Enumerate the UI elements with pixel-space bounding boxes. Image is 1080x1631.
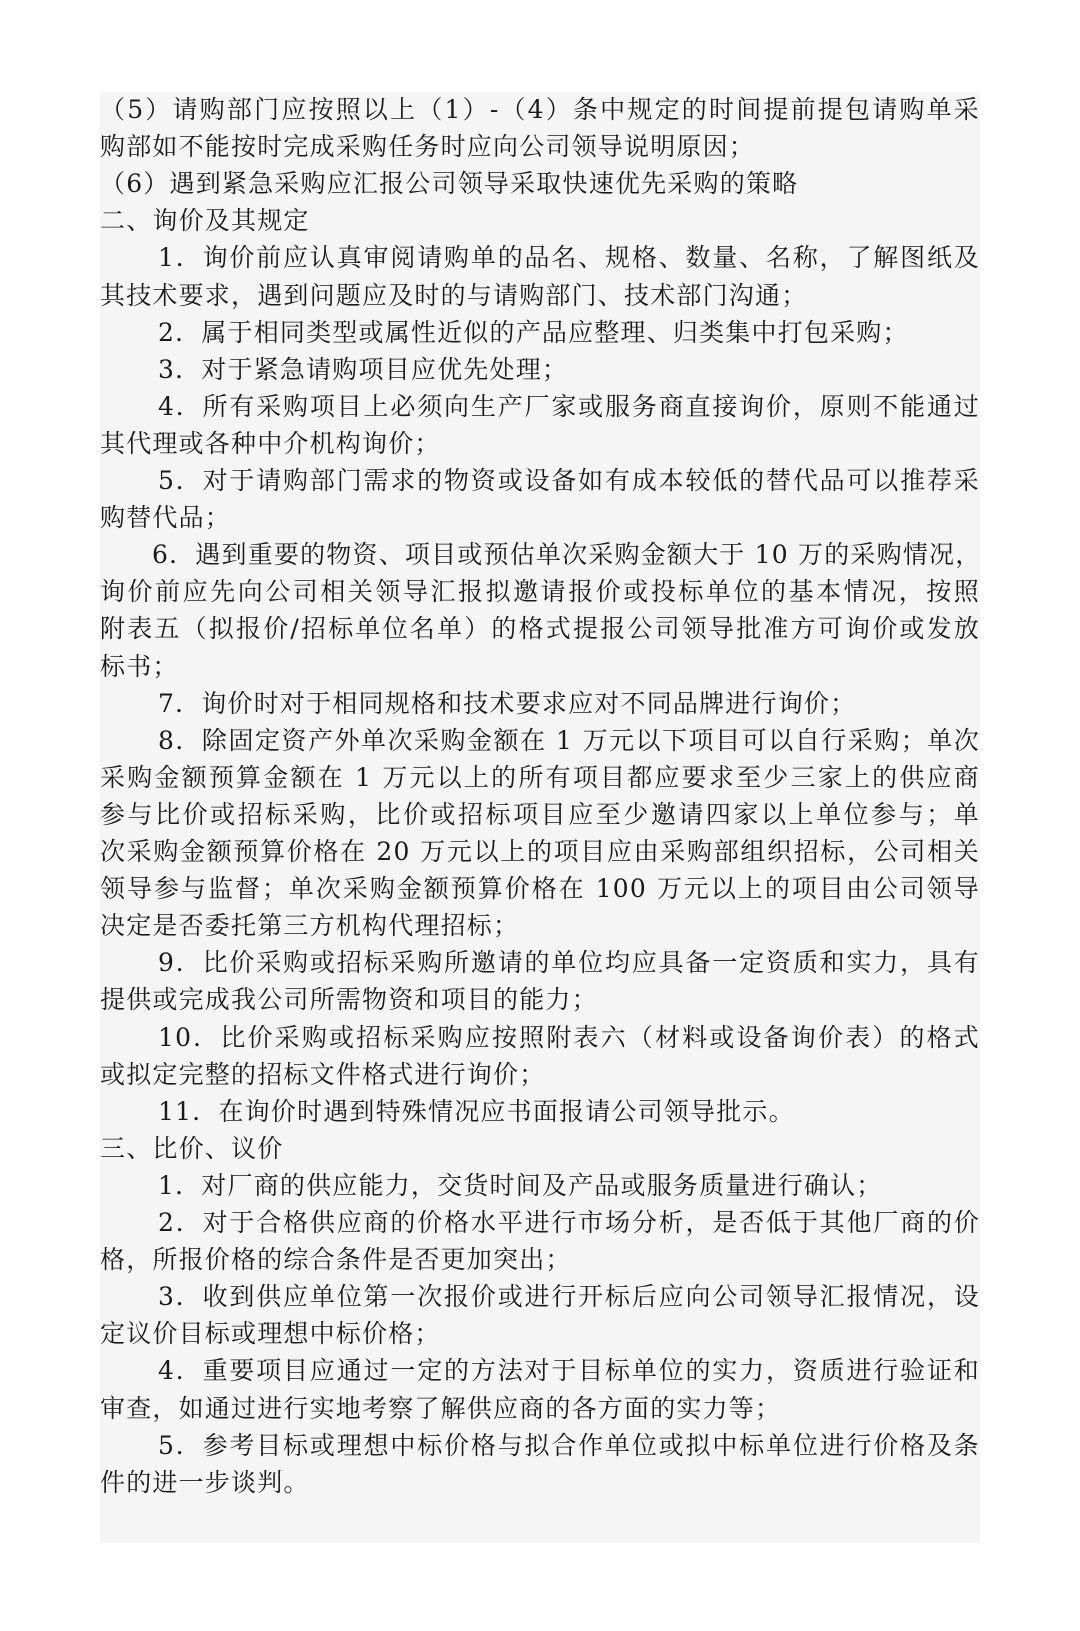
document-line-19: 采购金额预算金额在 1 万元以上的所有项目都应要求至少三家上的供应商 — [100, 762, 980, 792]
document-line-23: 决定是否委托第三方机构代理招标； — [100, 911, 520, 941]
document-line-12: 购替代品； — [100, 503, 232, 533]
document-line-29: 三、比价、议价 — [100, 1133, 284, 1163]
document-text-block — [100, 93, 980, 1543]
document-line-2: 购部如不能按时完成采购任务时应向公司领导说明原因； — [100, 132, 756, 162]
document-line-20: 参与比价或招标采购，比价或招标项目应至少邀请四家以上单位参与；单 — [100, 799, 980, 829]
document-line-24: 9．比价采购或招标采购所邀请的单位均应具备一定资质和实力，具有 — [158, 948, 980, 978]
document-line-11: 5．对于请购部门需求的物资或设备如有成本较低的替代品可以推荐采 — [158, 466, 980, 495]
document-line-36: 审查，如通过进行实地考察了解供应商的各方面的实力等； — [100, 1393, 782, 1423]
document-line-31: 2．对于合格供应商的价格水平进行市场分析，是否低于其他厂商的价 — [158, 1208, 980, 1237]
document-line-5: 1．询价前应认真审阅请购单的品名、规格、数量、名称，了解图纸及 — [158, 243, 980, 273]
document-line-3: （6）遇到紧急采购应汇报公司领导采取快速优先采购的策略 — [100, 169, 799, 199]
document-line-38: 件的进一步谈判。 — [100, 1467, 310, 1497]
document-line-14: 询价前应先向公司相关领导汇报拟邀请报价或投标单位的基本情况，按照 — [100, 577, 980, 607]
document-line-33: 3．收到供应单位第一次报价或进行开标后应向公司领导汇报情况，设 — [158, 1282, 980, 1312]
document-line-22: 领导参与监督；单次采购金额预算价格在 100 万元以上的项目由公司领导 — [100, 874, 980, 904]
document-line-27: 或拟定完整的招标文件格式进行询价； — [100, 1059, 546, 1089]
document-line-9: 4．所有采购项目上必须向生产厂家或服务商直接询价，原则不能通过 — [158, 391, 980, 421]
document-line-18: 8．除固定资产外单次采购金额在 1 万元以下项目可以自行采购；单次 — [158, 725, 980, 755]
document-line-8: 3．对于紧急请购项目应优先处理； — [158, 354, 569, 384]
document-line-15: 附表五（拟报价/招标单位名单）的格式提报公司领导批准方可询价或发放 — [100, 614, 980, 644]
document-line-10: 其代理或各种中介机构询价； — [100, 428, 441, 458]
document-line-35: 4．重要项目应通过一定的方法对于目标单位的实力，资质进行验证和 — [158, 1356, 980, 1386]
document-line-30: 1．对厂商的供应能力，交货时间及产品或服务质量进行确认； — [158, 1170, 883, 1200]
document-line-17: 7．询价时对于相同规格和技术要求应对不同品牌进行询价； — [158, 688, 857, 718]
document-line-32: 格，所报价格的综合条件是否更加突出； — [100, 1245, 572, 1275]
document-line-1: （5）请购部门应按照以上（1）-（4）条中规定的时间提前提包请购单采 — [100, 95, 980, 124]
document-line-37: 5．参考目标或理想中标价格与拟合作单位或拟中标单位进行价格及条 — [158, 1430, 980, 1460]
document-line-28: 11．在询价时遇到特殊情况应书面报请公司领导批示。 — [158, 1096, 795, 1126]
document-line-7: 2．属于相同类型或属性近似的产品应整理、归类集中打包采购； — [158, 317, 909, 347]
document-line-26: 10．比价采购或招标采购应按照附表六（材料或设备询价表）的格式 — [158, 1022, 980, 1052]
document-line-13: 6．遇到重要的物资、项目或预估单次采购金额大于 10 万的采购情况， — [152, 540, 982, 570]
document-line-16: 标书； — [100, 651, 179, 681]
document-line-21: 次采购金额预算价格在 20 万元以上的项目应由采购部组织招标，公司相关 — [100, 837, 980, 866]
document-line-25: 提供或完成我公司所需物资和项目的能力； — [100, 985, 598, 1015]
document-line-6: 其技术要求，遇到问题应及时的与请购部门、技术部门沟通； — [100, 280, 808, 310]
document-line-4: 二、询价及其规定 — [100, 206, 310, 236]
document-line-34: 定议价目标或理想中标价格； — [100, 1319, 441, 1349]
